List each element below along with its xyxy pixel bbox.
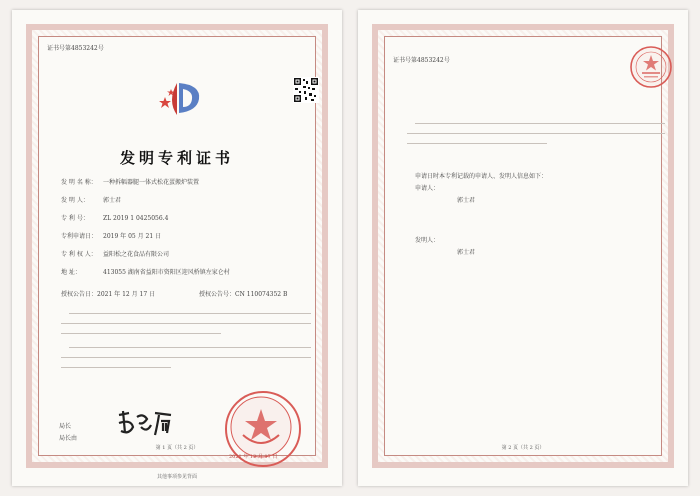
field-patent-number: 专 利 号： ZL 2019 1 0425056.4 xyxy=(61,215,169,222)
qr-code-icon xyxy=(293,77,319,103)
director-signature xyxy=(115,407,175,439)
field-patentee: 专 利 权 人： 益阳松之花食品有限公司 xyxy=(61,251,170,258)
applicant-info-heading: 申请日时本专利记载的申请人、发明人信息如下： xyxy=(415,173,548,180)
applicant-value: 郭士君 xyxy=(457,197,476,204)
inventor-value: 郭士君 xyxy=(457,249,476,256)
field-inventor: 发 明 人： 郭士君 xyxy=(61,197,122,204)
certificate-title: 发明专利证书 xyxy=(119,149,234,167)
footer-note: 其他事项参见背面 xyxy=(156,474,197,480)
director-label: 局长 xyxy=(59,423,72,430)
field-application-date: 专利申请日： 2019 年 05 月 21 日 xyxy=(61,233,162,240)
patent-office-logo xyxy=(157,77,211,121)
decorative-border xyxy=(26,24,328,468)
inventor-label: 发明人： xyxy=(415,237,440,244)
certificate-number: 证书号第4853242号 xyxy=(393,57,450,64)
page-number: 第 1 页（共 2 页） xyxy=(155,445,199,451)
applicant-label: 申请人： xyxy=(415,185,440,192)
field-invention-name: 发 明 名 称： 一种拆幅器腿一体式松花蛋搬炉装置 xyxy=(61,179,200,186)
certificate-front-page xyxy=(12,10,342,486)
decorative-border xyxy=(372,24,674,468)
grant-announcement-number: 授权公告号：CN 110074352 B xyxy=(199,291,288,298)
grant-announcement-date: 授权公告日：2021 年 12 月 17 日 xyxy=(61,291,156,298)
certificate-back-page xyxy=(358,10,688,486)
certificate-body xyxy=(384,36,662,456)
seal-date: 2021 年 12 月 17 日 xyxy=(229,454,278,460)
director-name-label: 局长由 xyxy=(59,435,78,442)
field-address: 地 址： 413055 湖南省益阳市资阳区迎风桥镇左家仑村 xyxy=(61,269,230,276)
red-stamp xyxy=(629,45,673,89)
certificate-body xyxy=(38,36,316,460)
page-number: 第 2 页（共 2 页） xyxy=(501,445,545,451)
certificate-number: 证书号第4853242号 xyxy=(47,45,104,52)
